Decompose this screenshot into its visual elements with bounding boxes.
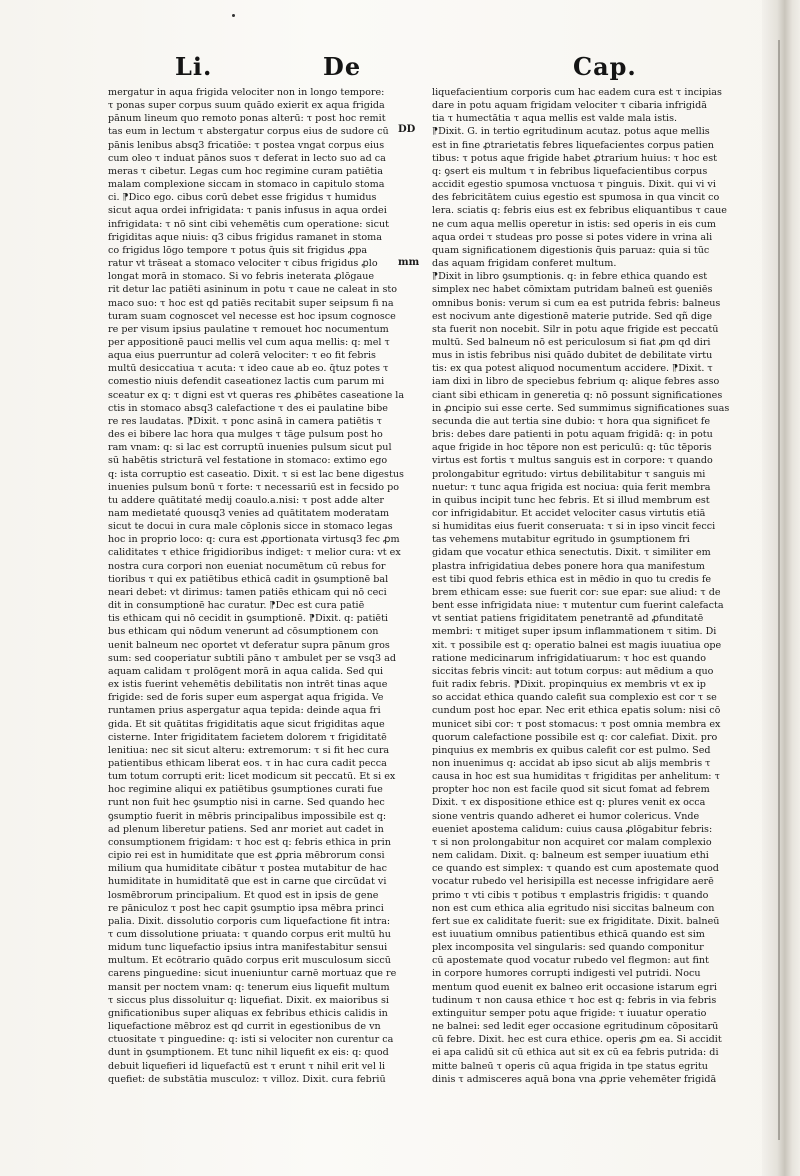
text-line: ciant sibi ethicam in generetia q: nō possunt significationes [432, 389, 723, 401]
text-line: runtamen prius aspergatur aqua tepida: deinde aqua fri [108, 705, 381, 717]
text-line: vocatur rubedo vel herisipilla est necesse infrigidare aerē [432, 876, 714, 888]
text-line: municet sibi cor: τ post stomacus: τ post omnia membra ex [432, 718, 721, 730]
text-line: tia τ humectātia τ aqua mellis est valde mala istis. [432, 113, 678, 125]
text-line: runt non fuit hec ꝯsumptio nisi in carne. Sed quando hec [108, 797, 385, 809]
text-line: aqua eius puerruntur ad colerā velociter: τ eo fit febris [108, 350, 376, 362]
book-spine [762, 0, 800, 1176]
text-line: sta fuerit non nocebit. Silr in potu aque frigide est peccatū [432, 323, 719, 335]
text-line: des ei bibere lac hora qua mulges τ tāge pulsum post ho [108, 429, 383, 441]
text-line: neari debet: vt dirimus: tamen patiēs ethicam qui nō ceci [108, 586, 387, 598]
text-line: membri: τ mitiget super ipsum inflammationem τ sitim. Di [432, 626, 717, 638]
text-line: per appositionē pauci mellis vel cum aqua mellis: q: mel τ [108, 336, 390, 348]
text-line: tioribus τ qui ex patiētibus ethicā cadit in ꝯsumptionē bal [108, 573, 389, 585]
text-line: plex incomposita vel singularis: sed quando componitur [432, 942, 704, 954]
text-line: quorum calefactione possibile est q: cor calefiat. Dixit. pro [432, 731, 718, 743]
text-line: brem ethicam esse: sue fuerit cor: sue epar: sue aliud: τ de [432, 586, 721, 598]
text-line: comestio niuis defendit caseationez lactis cum parum mi [108, 376, 385, 388]
text-line: des febricitātem cuius egestio est spumosa in qua vincit co [432, 192, 720, 204]
text-line: infrigidata: τ nō sint cibi vehemētis cum operatione: sicut [108, 218, 389, 230]
text-line: tis: ex qua potest aliquod nocumentum accidere. ⁋Dixit. τ [432, 363, 713, 375]
text-line: bus ethicam qui nōdum venerunt ad cōsumptionem con [108, 626, 379, 638]
text-line: gnificationibus super aliquas ex febribus ethicis calidis in [108, 1007, 388, 1019]
text-line: est nocivum ante digestionē materie putride. Sed qñ dige [432, 310, 713, 322]
text-line: ad plenum liberetur patiens. Sed anr moriet aut cadet in [108, 823, 384, 835]
text-line: dit in consumptionē hac curatur. ⁋Dec est cura patiē [108, 600, 365, 612]
text-line: meras τ cibetur. Legas cum hoc regimine curam patiētia [108, 165, 383, 177]
text-line: milium qua humiditate cibātur τ postea mutabitur de hac [108, 863, 387, 875]
text-line: q: ista corruptio est caseatio. Dixit. τ si est lac bene digestus [108, 468, 404, 480]
text-line: cisterne. Inter frigiditatem facietem dolorem τ frigiditatē [108, 731, 387, 743]
text-line: lera. sciatis q: febris eius est ex febribus eliquantibus τ caue [432, 205, 727, 217]
text-line: sum: sed cooperiatur subtili pāno τ ambulet per se vsq3 ad [108, 652, 397, 664]
text-line: re res laudatas. ⁋Dixit. τ ponc asinā in camera patiētis τ [108, 415, 382, 427]
text-line: das aquam frigidam conferet multum. [432, 258, 617, 270]
text-line: nam medietaté quousq3 venies ad quātitatem moderatam [108, 508, 390, 519]
text-line: co frigidus lōgo tempore τ potus q̄uis sit frigidus ꝓpa [108, 244, 368, 256]
text-line: ci. ⁋Dico ego. cibus corū debet esse frigidus τ humidus [108, 192, 377, 204]
text-line: est iuuatium omnibus patientibus ethicā quando est sim [432, 929, 705, 940]
text-line: rit detur lac patiēti asininum in potu τ caue ne caleat in sto [108, 284, 398, 296]
text-line: ei apa calidū sit cū ethica aut sit ex cū ea febris putrida: di [432, 1047, 719, 1059]
text-line: carens pinguedine: sicut inueniuntur carnē mortuaz que re [108, 968, 397, 980]
text-line: mus in istis febribus nisi quādo dubitet de debilitate virtu [432, 350, 713, 362]
text-line: in corpore humores corrupti indigesti vel putridi. Nocu [432, 968, 701, 980]
text-line: sione ventris quando adheret ei humor colericus. Vnde [432, 810, 700, 822]
ink-speck [232, 14, 235, 17]
text-line: tu addere quātitaté medij coaulo.a.nisi: τ post adde alter [108, 494, 385, 506]
text-line: τ ponas super corpus suum quādo exierit ex aqua frigida [108, 100, 385, 112]
text-line: pānum lineum quo remoto ponas alterū: τ post hoc remit [108, 113, 386, 125]
text-line: bris: debes dare patienti in potu aquam frigidā: q: in potu [432, 429, 713, 441]
text-line: omnibus bonis: verum si cum ea est putrida febris: balneus [432, 297, 721, 309]
text-line: aque frigide in hoc tēpore non est periculū: q: tūc tēporis [432, 442, 712, 454]
text-line: mitte balneū τ operis cū aqua frigida in tpe status egritu [432, 1060, 708, 1072]
text-line: iam dixi in libro de speciebus febrium q: alique febres asso [432, 376, 720, 388]
text-line: malam complexione siccam in stomaco in capitulo stoma [108, 179, 385, 191]
text-line: longat morā in stomaco. Si vo febris ineterata ꝓlōgaue [108, 271, 375, 283]
text-line: cum oleo τ induat pānos suos τ deferat in lecto suo ad ca [108, 152, 386, 164]
text-line: humiditate in humiditatē que est in carne que circūdat vi [108, 876, 387, 888]
text-line: ex istis fuerint vehemētis debilitatis non intrēt tinas aque [108, 679, 388, 691]
text-line: losmēbrorum principalium. Et quod est in ipsis de gene [108, 889, 379, 901]
text-line: sicut aqua ordei infrigidata: τ panis infusus in aqua ordei [108, 205, 387, 217]
text-line: multū. Sed balneum nō est periculosum si fiat ꝓm qd diri [432, 336, 711, 348]
text-line: dare in potu aquam frigidam velociter τ cibaria infrigidā [432, 100, 707, 112]
text-line: maco suo: τ hoc est qd patiēs recitabit super seipsum fi na [108, 297, 394, 309]
text-line: ꝯsumptio fuerit in mēbris principalibus impossibile est q: [108, 810, 387, 822]
text-line: est tibi quod febris ethica est in mēdio in quo tu credis fe [432, 573, 712, 585]
text-line: non est cum ethica alia egritudo nisi siccitas balneum con [432, 902, 715, 914]
text-line: est in fine ꝓtrarietatis febres liquefacientes corpus patien [432, 139, 714, 151]
margin-mark-mm: mm [398, 257, 420, 268]
running-head-middle: De [323, 52, 362, 81]
text-line: sceatur ex q: τ digni est vt queras res ꝓhibētes caseatione la [108, 389, 405, 401]
text-line: cundum post hoc epar. Nec erit ethica epatis solum: nisi cō [432, 705, 721, 717]
text-line: palia. Dixit. dissolutio corporis cum liquefactione fit intra: [108, 915, 391, 927]
text-line: mansit per noctem vnam: q: tenerum eius liquefit multum [108, 981, 390, 993]
text-line: hoc in proprio loco: q: cura est ꝓportionata virtusq3 fec ꝓm [108, 534, 400, 546]
text-line: nem calidam. Dixit. q: balneum est semper iuuatium ethi [432, 850, 709, 862]
text-line: causa in hoc est sua humiditas τ frigiditas per anhelitum: τ [432, 771, 720, 783]
text-line: so accidat ethica quando calefit sua complexio est cor τ se [432, 692, 717, 704]
text-line: ratione medicinarum infrigidatiuarum: τ hoc est quando [432, 652, 707, 664]
text-line: virtus est fortis τ multus sanguis est in corpore: τ quando [432, 455, 713, 467]
text-line: tas eum in lectum τ abstergatur corpus eius de sudore cū [108, 126, 389, 138]
text-line: quam significationem digestionis q̄uis paruaz: quia si tūc [432, 244, 710, 256]
text-line: cipio rei est in humiditate que est ꝓpria mēbrorum consi [108, 850, 385, 862]
text-line: ⁋Dixit in libro ꝯsumptionis. q: in febre ethica quando est [432, 271, 708, 283]
text-line: re per visum ipsius paulatine τ remouet hoc nocumentum [108, 323, 389, 335]
text-line: Dixit. τ ex dispositione ethice est q: plures venit ex occa [432, 797, 706, 809]
text-line: aquam calidam τ prolōgent morā in aqua calida. Sed qui [108, 665, 384, 677]
text-line: ratur vt trāseat a stomaco velociter τ cibus frigidus ꝓlo [108, 258, 378, 270]
text-line: consumptionem frigidam: τ hoc est q: febris ethica in prin [108, 836, 391, 848]
text-line: gidam que vocatur ethica senectutis. Dixit. τ similiter em [432, 547, 711, 559]
text-line: multum. Et ecōtrario quādo corpus erit musculosum siccū [108, 955, 391, 967]
text-line: simplex nec habet cōmixtam putridam balneū est ꝯueniēs [432, 284, 713, 296]
text-line: caliditates τ ethice frigidioribus indiget: τ melior cura: vt ex [108, 547, 401, 559]
text-line: fuit radix febris. ⁋Dixit. propinquius ex membris vt ex ip [432, 679, 706, 691]
text-line: accidit egestio spumosa vnctuosa τ pinguis. Dixit. qui vi vi [432, 179, 716, 191]
text-line: dunt in ꝯsumptionem. Et tunc nihil liquefit ex eis: q: quod [108, 1047, 389, 1059]
running-head-right: Cap. [573, 52, 637, 81]
spine-fold [778, 40, 780, 1140]
text-line: vt sentiat patiens frigiditatem penetrantē ad ꝓfunditatē [432, 613, 704, 625]
text-line: ctuositate τ pinguedine: q: isti si velociter non curentur ca [108, 1034, 394, 1046]
right-text-column [432, 86, 730, 1085]
text-line: nuetur: τ tunc aqua frigida est nociua: quia ferit membra [432, 481, 711, 493]
text-line: uenit balneum nec oportet vt deferatur supra pānum gros [108, 639, 390, 651]
text-line: inuenies pulsum bonū τ forte: τ necessariū est in fecsido po [108, 481, 400, 493]
text-line: mergatur in aqua frigida velociter non in longo tempore: [108, 87, 385, 98]
text-line: propter hoc non est facile quod sit sicut fomat ad febrem [432, 784, 710, 796]
text-line: hoc regimine aliqui ex patiētibus ꝯsumptiones curati fue [108, 784, 383, 796]
text-line: eueniet apostema calidum: cuius causa ꝓlōgabitur febris: [432, 823, 713, 835]
text-line: tum totum corrupti erit: licet modicum sit peccatū. Et si ex [108, 771, 396, 783]
text-line: dinis τ admisceres aquā bona vna ꝓprie vehemēter frigidā [432, 1073, 717, 1085]
margin-mark-dd: DD [398, 124, 416, 135]
text-line: quefiet: de substātia musculoz: τ villoz. Dixit. cura febriū [108, 1073, 386, 1085]
text-line: extinguitur semper potu aque frigide: τ iuuatur operatio [432, 1007, 707, 1019]
text-line: pinquius ex membris ex quibus calefit cor est pulmo. Sed [432, 744, 711, 756]
text-line: mentum quod euenit ex balneo erit occasione istarum egri [432, 981, 717, 993]
text-line: non inuenimus q: accidat ab ipso sicut ab alijs membris τ [432, 757, 711, 769]
text-line: debuit liquefieri id liquefactū est τ erunt τ nihil erit vel li [108, 1060, 386, 1072]
text-line: ⁋Dixit. G. in tertio egritudinum acutaz. potus aque mellis [432, 126, 710, 138]
text-line: pānis lenibus absq3 fricatiōe: τ postea vngat corpus eius [108, 139, 385, 151]
text-line: xit. τ possibile est q: operatio balnei est magis iuuatiua ope [432, 639, 722, 651]
text-line: q: ꝯsert eis multum τ in febribus liquefacientibus corpus [432, 165, 708, 177]
text-line: ram vnam: q: si lac est corruptū inuenies pulsum sicut pul [108, 442, 392, 454]
text-line: primo τ vti cibis τ potibus τ emplastris frigidis: τ quando [432, 889, 709, 901]
text-line: tudinum τ non causa ethice τ hoc est q: febris in via febris [432, 994, 717, 1006]
text-line: cū febre. Dixit. hec est cura ethice. operis ꝓm ea. Si accidit [432, 1034, 722, 1046]
running-head-left: Li. [175, 52, 213, 81]
text-line: ctis in stomaco absq3 calefactione τ des ei paulatine bibe [108, 402, 388, 414]
text-line: plastra infrigidatiua debes ponere hora qua manifestum [432, 560, 705, 572]
text-line: sicut te docui in cura male cōplonis sicce in stomaco legas [108, 521, 393, 533]
text-line: cū apostemate quod vocatur rubedo vel flegmon: aut fint [432, 955, 709, 967]
text-line: in ꝓncipio sui esse certe. Sed summimus significationes suas [432, 402, 730, 414]
text-line: frigiditas aque niuis: q3 cibus frigidus ramanet in stoma [108, 231, 382, 243]
text-line: multū desiccatiua τ acuta: τ ideo caue ab eo. q̄tuz potes τ [108, 363, 389, 375]
text-line: prolongabitur egritudo: virtus debilitabitur τ sanguis mi [432, 468, 706, 480]
text-line: turam suam cognoscet vel necesse est hoc ipsum cognosce [108, 310, 396, 322]
text-line: in quibus incipit tunc hec febris. Et si illud membrum est [432, 494, 710, 506]
text-line: secunda die aut tertia sine dubio: τ hora qua significet fe [432, 415, 710, 427]
text-line: liquefacientium corporis cum hac eadem cura est τ incipias [432, 87, 722, 98]
text-line: ne balnei: sed ledit eger occasione egritudinum cōpositarū [432, 1021, 719, 1033]
text-line: bent esse infrigidata niue: τ mutentur cum fuerint calefacta [432, 600, 724, 612]
text-line: ce quando est simplex: τ quando est cum apostemate quod [432, 863, 719, 875]
text-line: liquefactione mēbroz est qd currit in egestionibus de vn [108, 1021, 381, 1033]
text-line: tis ethicam qui nō cecidit in ꝯsumptionē. ⁋Dixit. q: patiēti [108, 613, 388, 625]
text-line: tas vehemens mutabitur egritudo in ꝯsumptionem fri [432, 534, 690, 546]
text-line: τ cum dissolutione priuata: τ quando corpus erit multū hu [108, 929, 391, 940]
text-line: lenitiua: nec sit sicut alteru: extremorum: τ si fit hec cura [108, 744, 390, 756]
text-line: τ si non prolongabitur non acquiret cor malam complexio [432, 836, 712, 848]
text-line: fert sue ex caliditate fuerit: sue ex frigiditate. Dixit. balneū [432, 915, 720, 927]
text-line: patientibus ethicam liberat eos. τ in hac cura cadit pecca [108, 757, 387, 769]
text-line: aqua ordei τ studeas pro posse si potes videre in vrina ali [432, 231, 713, 243]
text-line: frigide: sed de foris super eum aspergat aqua frigida. Ve [108, 692, 384, 704]
text-line: gida. Et sit quātitas frigiditatis aque sicut frigiditas aque [108, 718, 385, 730]
left-text-column [108, 86, 405, 1086]
text-line: tibus: τ potus aque frigide habet ꝓtrarium huius: τ hoc est [432, 152, 717, 164]
text-line: nostra cura corpori non eueniat nocumētum cū rebus for [108, 560, 386, 572]
text-line: sū habētis stricturā vel festatione in stomaco: extimo ego [108, 455, 388, 467]
text-line: si humiditas eius fuerit conseruata: τ si in ipso vincit fecci [432, 521, 716, 533]
text-line: midum tunc liquefactio ipsius intra manifestabitur sensui [108, 942, 388, 954]
text-line: siccitas febris vincit: aut totum corpus: aut mēdium a quo [432, 665, 714, 677]
text-line: re pāniculoz τ post hec capit ꝯsumptio ipsa mēbra princi [108, 902, 384, 914]
text-line: cor infrigidabitur. Et accidet velociter casus virtutis etiā [432, 508, 706, 519]
text-line: ne cum aqua mellis operetur in istis: sed operis in eis cum [432, 218, 716, 230]
text-line: τ siccus plus dissoluitur q: liquefiat. Dixit. ex maioribus si [108, 994, 389, 1006]
